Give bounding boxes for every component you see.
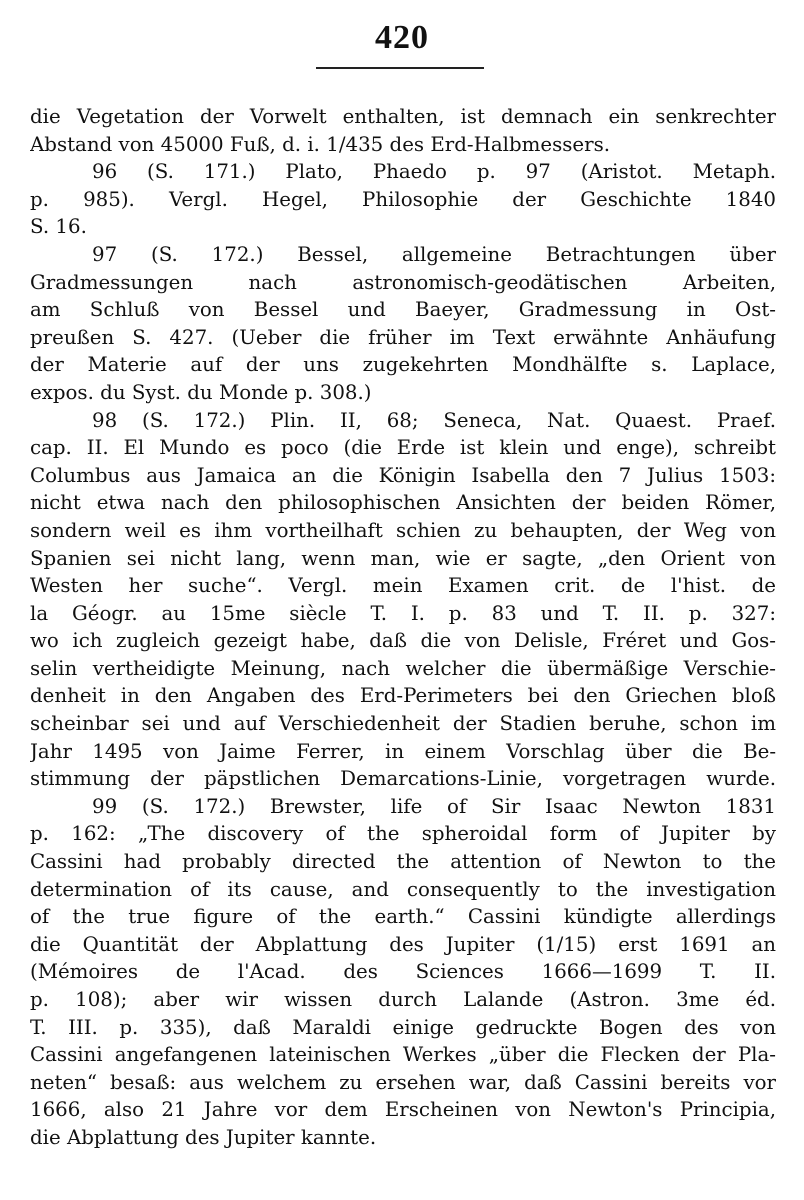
line-text: of the true figure of the earth.“ Cassini kündigte allerdings [30, 905, 776, 929]
text-line [30, 931, 776, 959]
text-line [30, 241, 776, 269]
line-text: Abstand von 45000 Fuß, d. i. 1/435 des Erd-Halbmessers. [30, 132, 611, 156]
line-text: p. 162: „The discovery of the spheroidal form of Jupiter by [30, 822, 776, 846]
header-rule [316, 67, 484, 69]
line-text: Westen her suche“. Vergl. mein Examen crit. de l'hist. de [30, 574, 776, 598]
line-text: scheinbar sei und auf Verschiedenheit der Stadien beruhe, schon im [30, 712, 776, 736]
text-line [30, 765, 776, 793]
line-text: cap. II. El Mundo es poco (die Erde ist klein und enge), schreibt [30, 436, 776, 460]
text-line [30, 848, 776, 876]
line-text: determination of its cause, and consequently to the investigation [30, 877, 776, 901]
line-text: (Mémoires de l'Acad. des Sciences 1666—1699 T. II. [30, 960, 776, 984]
text-line [30, 434, 776, 462]
text-line [30, 655, 776, 683]
text-line [30, 296, 776, 324]
footnotes-text [30, 103, 776, 1152]
text-line [30, 131, 776, 159]
line-text: p. 108); aber wir wissen durch Lalande (Astron. 3me éd. [30, 988, 776, 1011]
text-line [30, 1069, 776, 1097]
line-text: 96 (S. 171.) Plato, Phaedo p. 97 (Aristot. Metaph. [92, 160, 776, 184]
text-line [30, 545, 776, 573]
line-text: am Schluß von Bessel und Baeyer, Gradmessung in Ost- [30, 298, 776, 322]
line-text: 1666, also 21 Jahre vor dem Erscheinen von Newton's Principia, [30, 1098, 776, 1122]
line-text: wo ich zugleich gezeigt habe, daß die von Delisle, Fréret und Gos- [30, 629, 776, 653]
line-text: la Géogr. au 15me siècle T. I. p. 83 und T. II. p. 327: [30, 601, 776, 625]
line-text: die Abplattung des Jupiter kannte. [30, 1125, 377, 1149]
line-text: selin vertheidigte Meinung, nach welcher die übermäßige Verschie- [30, 656, 776, 680]
line-text: die Quantität der Abplattung des Jupiter (1/15) erst 1691 an [30, 932, 776, 956]
text-line [30, 820, 776, 848]
text-line [30, 103, 776, 131]
text-line [30, 351, 776, 379]
line-text: Jahr 1495 von Jaime Ferrer, in einem Vorschlag über die Be- [30, 739, 776, 763]
line-text: neten“ besaß: aus welchem zu ersehen war, daß Cassini bereits vor [30, 1070, 776, 1094]
text-line [30, 517, 776, 545]
line-text: Gradmessungen nach astronomisch-geodätischen Arbeiten, [30, 270, 776, 294]
page-number: 420 [375, 19, 429, 56]
text-line [30, 489, 776, 517]
text-line [30, 572, 776, 600]
line-text: 98 (S. 172.) Plin. II, 68; Seneca, Nat. Quaest. Praef. [92, 408, 776, 432]
line-text: preußen S. 427. (Ueber die früher im Text erwähnte Anhäufung [30, 325, 776, 349]
line-text: Columbus aus Jamaica an die Königin Isabella den 7 Julius 1503: [30, 463, 776, 487]
line-text: S. 16. [30, 215, 87, 239]
text-line [30, 1124, 776, 1152]
line-text: sondern weil es ihm vortheilhaft schien zu behaupten, der Weg von [30, 518, 776, 542]
line-text: die Vegetation der Vorwelt enthalten, ist demnach ein senkrechter [30, 105, 776, 128]
text-line [30, 379, 776, 407]
line-text: p. 985). Vergl. Hegel, Philosophie der Geschichte 1840 [30, 187, 776, 211]
line-text: expos. du Syst. du Monde p. 308.) [30, 380, 372, 404]
line-text: T. III. p. 335), daß Maraldi einige gedruckte Bogen des von [30, 1015, 776, 1039]
text-line [30, 600, 776, 628]
text-line [30, 738, 776, 766]
text-line [30, 407, 776, 435]
line-text: der Materie auf der uns zugekehrten Mondhälfte s. Laplace, [30, 353, 776, 377]
text-line [30, 1014, 776, 1042]
text-line [30, 186, 776, 214]
text-line [30, 213, 776, 241]
text-line [30, 682, 776, 710]
line-text: Spanien sei nicht lang, wenn man, wie er sagte, „den Orient von [30, 546, 776, 570]
text-line [30, 1041, 776, 1069]
text-line [30, 986, 776, 1014]
text-line [30, 1096, 776, 1124]
text-line [30, 710, 776, 738]
line-text: Cassini had probably directed the attention of Newton to the [30, 850, 776, 874]
text-line [30, 903, 776, 931]
line-text: stimmung der päpstlichen Demarcations-Linie, vorgetragen wurde. [30, 767, 776, 791]
line-text: 97 (S. 172.) Bessel, allgemeine Betrachtungen über [92, 242, 776, 266]
text-line [30, 627, 776, 655]
text-line [30, 958, 776, 986]
text-line [30, 269, 776, 297]
text-line [30, 324, 776, 352]
line-text: nicht etwa nach den philosophischen Ansichten der beiden Römer, [30, 491, 776, 515]
text-line [30, 876, 776, 904]
text-line [30, 793, 776, 821]
text-line [30, 158, 776, 186]
line-text: 99 (S. 172.) Brewster, life of Sir Isaac Newton 1831 [92, 794, 776, 818]
line-text: denheit in den Angaben des Erd-Perimeters bei den Griechen bloß [30, 684, 776, 708]
line-text: Cassini angefangenen lateinischen Werkes „über die Flecken der Pla- [30, 1043, 776, 1067]
text-line [30, 462, 776, 490]
